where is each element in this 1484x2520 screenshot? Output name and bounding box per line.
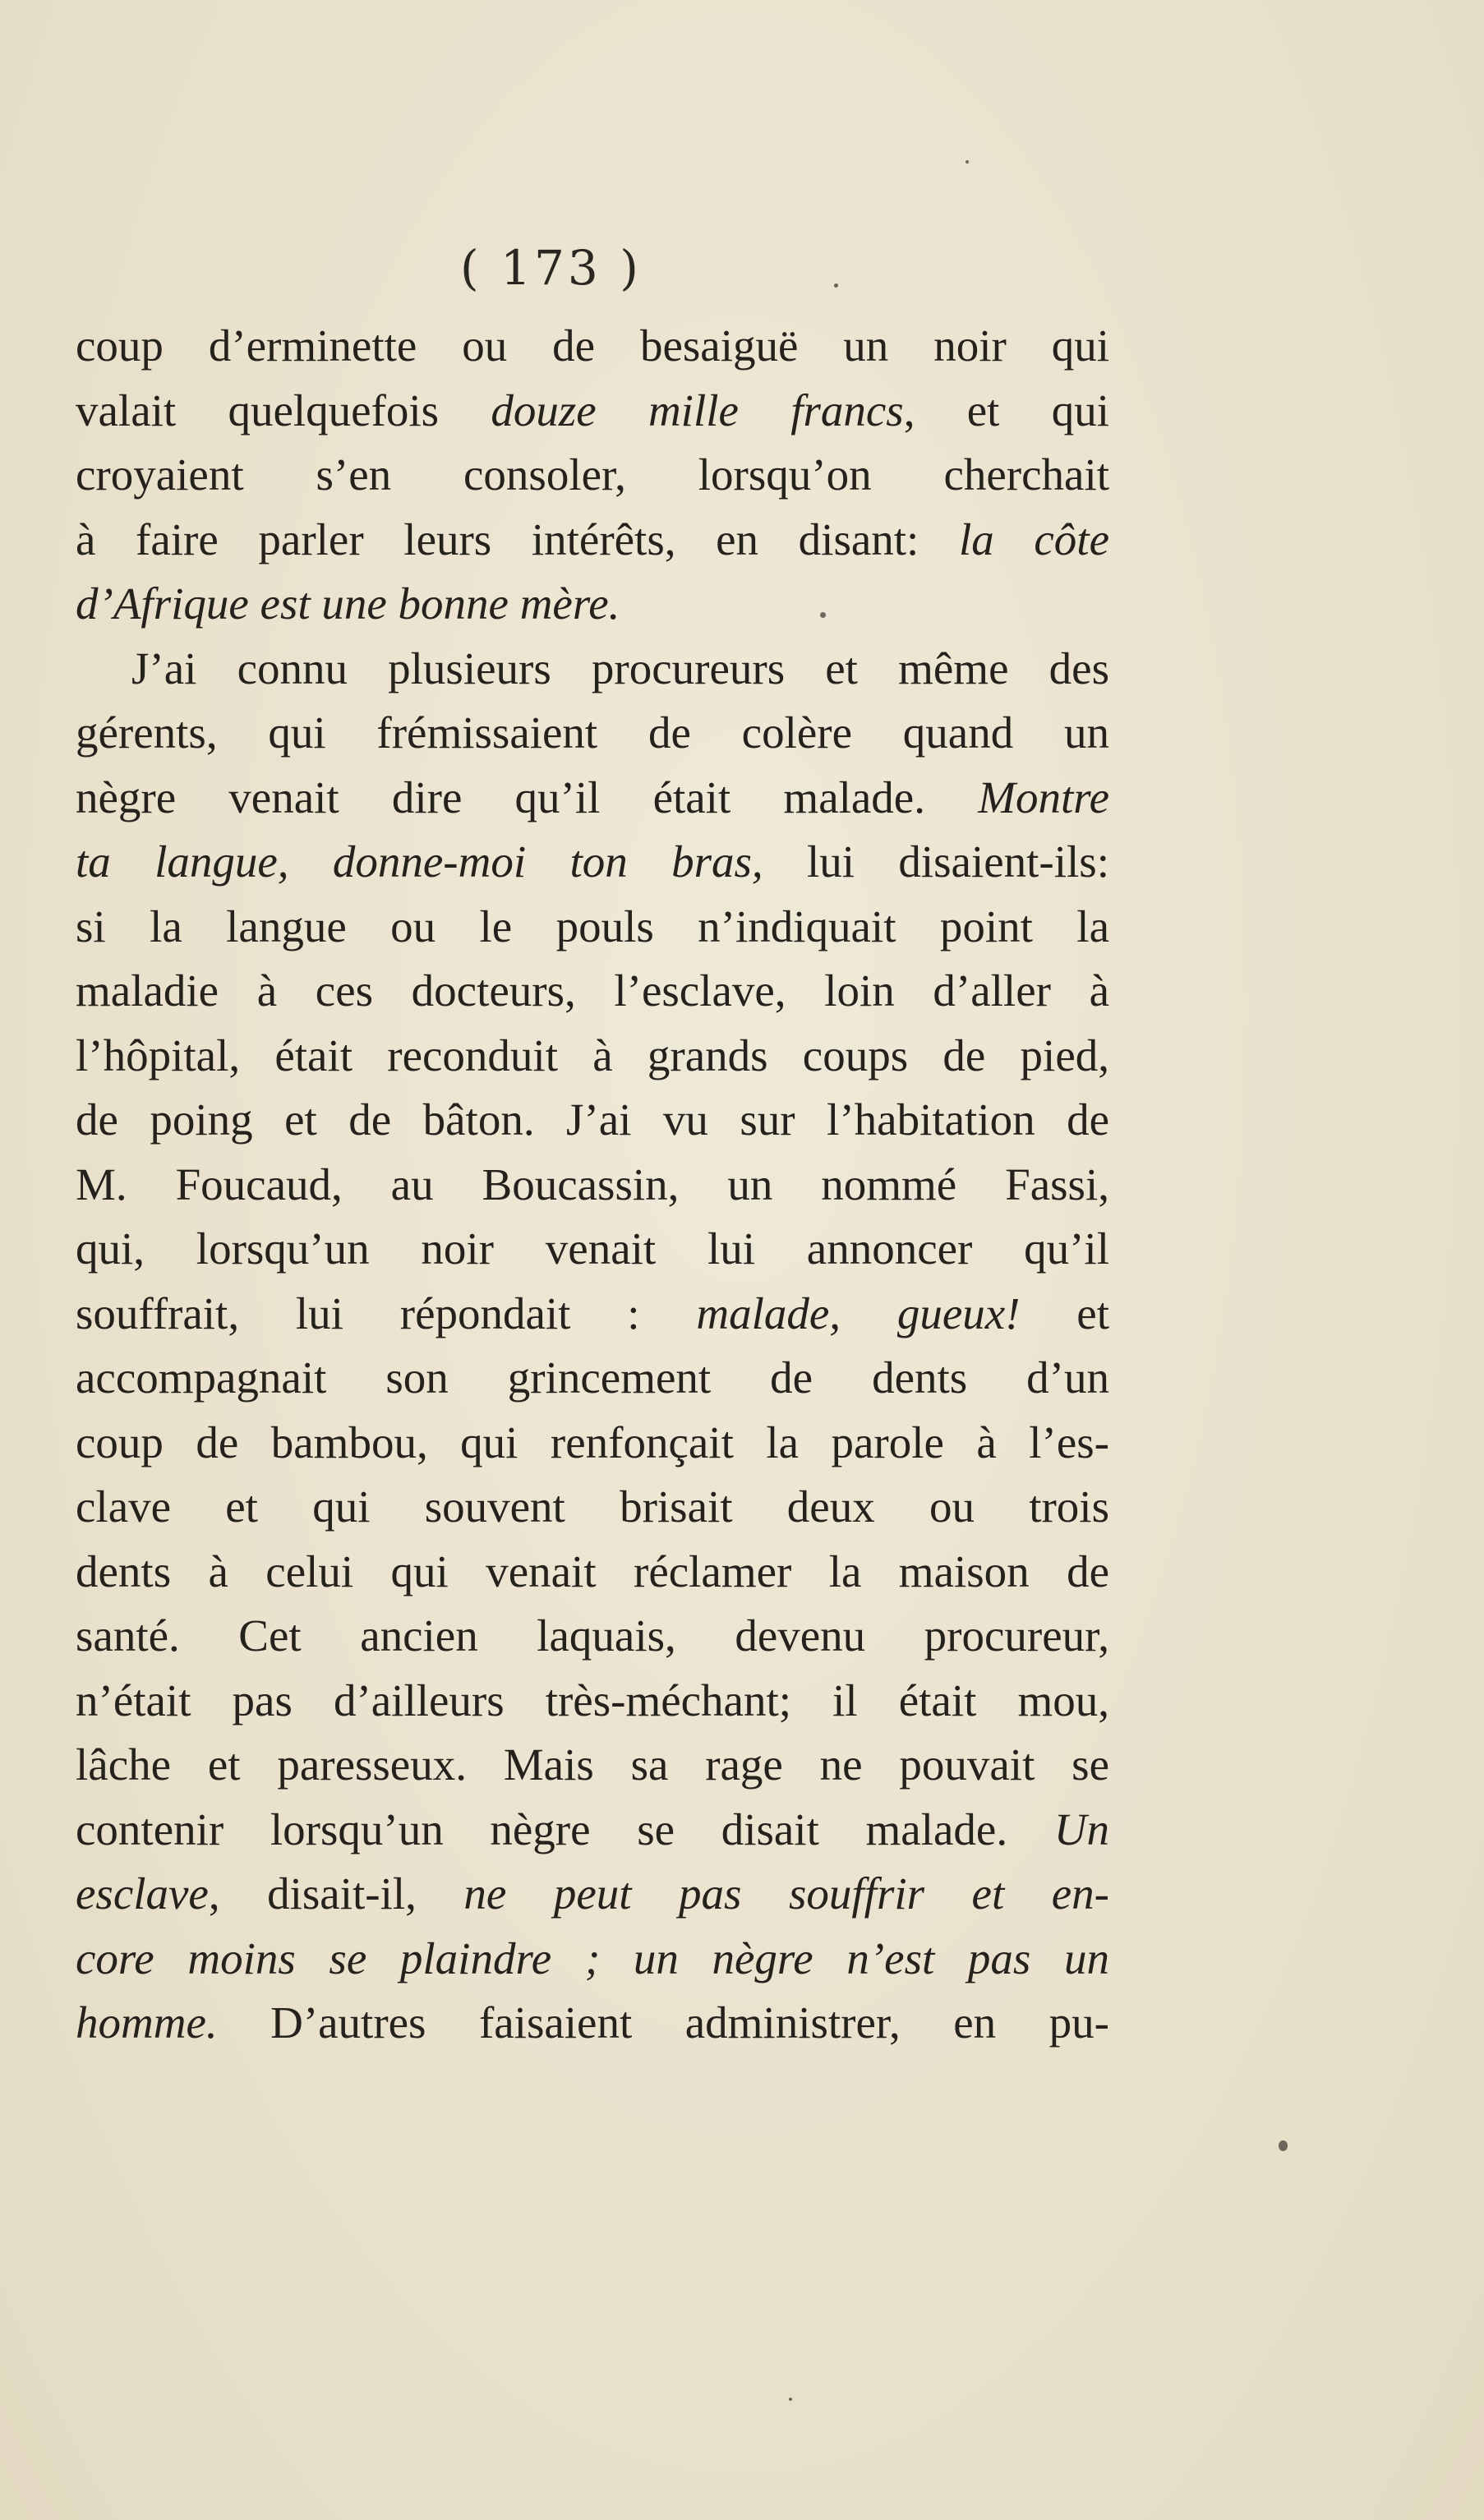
text-segment: , et qui [903, 385, 1109, 435]
text-line [76, 1669, 1109, 1734]
text-line [76, 766, 1109, 831]
text-line [76, 959, 1109, 1024]
ink-speck [789, 2398, 792, 2401]
text-line [76, 508, 1109, 573]
text-line [76, 1798, 1109, 1863]
text-segment: n’était pas d’ailleurs très-méchant; il était mou, [76, 1675, 1109, 1725]
text-line [76, 1927, 1109, 1992]
text-segment: souffrait, lui répondait : [76, 1288, 697, 1338]
body-text [76, 314, 1109, 2056]
text-line [76, 379, 1109, 444]
text-line [76, 443, 1109, 508]
text-segment: nègre venait dire qu’il était malade. [76, 772, 979, 822]
text-segment: et [1020, 1288, 1110, 1338]
text-line [76, 1540, 1109, 1605]
text-segment: si la langue ou le pouls n’indiquait point la [76, 901, 1109, 951]
italic-text: ne peut pas souffrir et en- [463, 1868, 1109, 1919]
text-line [76, 314, 1109, 379]
text-segment: D’autres faisaient administrer, en pu- [217, 1997, 1109, 2048]
page-number: ( 173 ) [460, 240, 642, 296]
italic-text: douze mille francs [491, 385, 904, 435]
text-line [76, 637, 1109, 702]
italic-text: ta langue, donne-moi ton bras, [76, 836, 763, 887]
text-segment: coup de bambou, qui renfonçait la parole à l’es- [76, 1417, 1109, 1467]
text-line [76, 1411, 1109, 1476]
ink-speck [966, 160, 969, 164]
italic-text: homme. [76, 1997, 218, 2048]
text-segment: à faire parler leurs intérêts, en disant: [76, 514, 959, 564]
text-segment: contenir lorsqu’un nègre se disait malade. [76, 1804, 1054, 1854]
text-line [76, 701, 1109, 766]
text-line [76, 1217, 1109, 1282]
text-segment: dents à celui qui venait réclamer la maison de [76, 1546, 1109, 1596]
text-segment: gérents, qui frémissaient de colère quand un [76, 707, 1109, 758]
text-line [76, 1088, 1109, 1153]
italic-text: esclave [76, 1868, 209, 1919]
text-line [76, 1024, 1109, 1089]
text-segment: maladie à ces docteurs, l’esclave, loin d’aller à [76, 965, 1109, 1016]
text-segment: J’ai connu plusieurs procureurs et même des [131, 643, 1109, 693]
italic-text: Un [1053, 1804, 1109, 1854]
text-segment: lui disaient-ils: [763, 836, 1109, 887]
text-line [76, 1862, 1109, 1927]
text-line [76, 1733, 1109, 1798]
text-segment: clave et qui souvent brisait deux ou trois [76, 1481, 1109, 1532]
text-line [76, 1604, 1109, 1669]
text-line [76, 1346, 1109, 1411]
text-segment: coup d’erminette ou de besaiguë un noir qui [76, 320, 1109, 371]
text-line [76, 830, 1109, 895]
ink-speck [834, 283, 838, 288]
italic-text: malade, gueux! [696, 1288, 1021, 1338]
text-segment: de poing et de bâton. J’ai vu sur l’habitation de [76, 1094, 1109, 1145]
text-line [76, 1475, 1109, 1540]
italic-text: Montre [978, 772, 1109, 822]
text-segment: , disait-il, [208, 1868, 464, 1919]
text-segment: santé. Cet ancien laquais, devenu procureur, [76, 1610, 1109, 1661]
italic-text: d’Afrique est une bonne mère. [76, 578, 620, 629]
italic-text: la côte [958, 514, 1109, 564]
text-segment: lâche et paresseux. Mais sa rage ne pouvait se [76, 1739, 1109, 1790]
text-segment: l’hôpital, était reconduit à grands coups de pied, [76, 1030, 1109, 1080]
text-segment: valait quelquefois [76, 385, 491, 435]
text-line [76, 572, 1109, 637]
text-line [76, 1991, 1109, 2056]
text-segment: croyaient s’en consoler, lorsqu’on cherchait [76, 449, 1109, 500]
ink-speck [1279, 2140, 1288, 2151]
text-segment: M. Foucaud, au Boucassin, un nommé Fassi, [76, 1159, 1109, 1209]
text-line [76, 1153, 1109, 1218]
text-line [76, 1282, 1109, 1347]
ink-speck [820, 612, 826, 618]
text-segment: accompagnait son grincement de dents d’un [76, 1352, 1109, 1403]
italic-text: core moins se plaindre ; un nègre n’est pas un [76, 1933, 1109, 1983]
text-segment: qui, lorsqu’un noir venait lui annoncer qu’il [76, 1223, 1109, 1274]
text-line [76, 895, 1109, 960]
